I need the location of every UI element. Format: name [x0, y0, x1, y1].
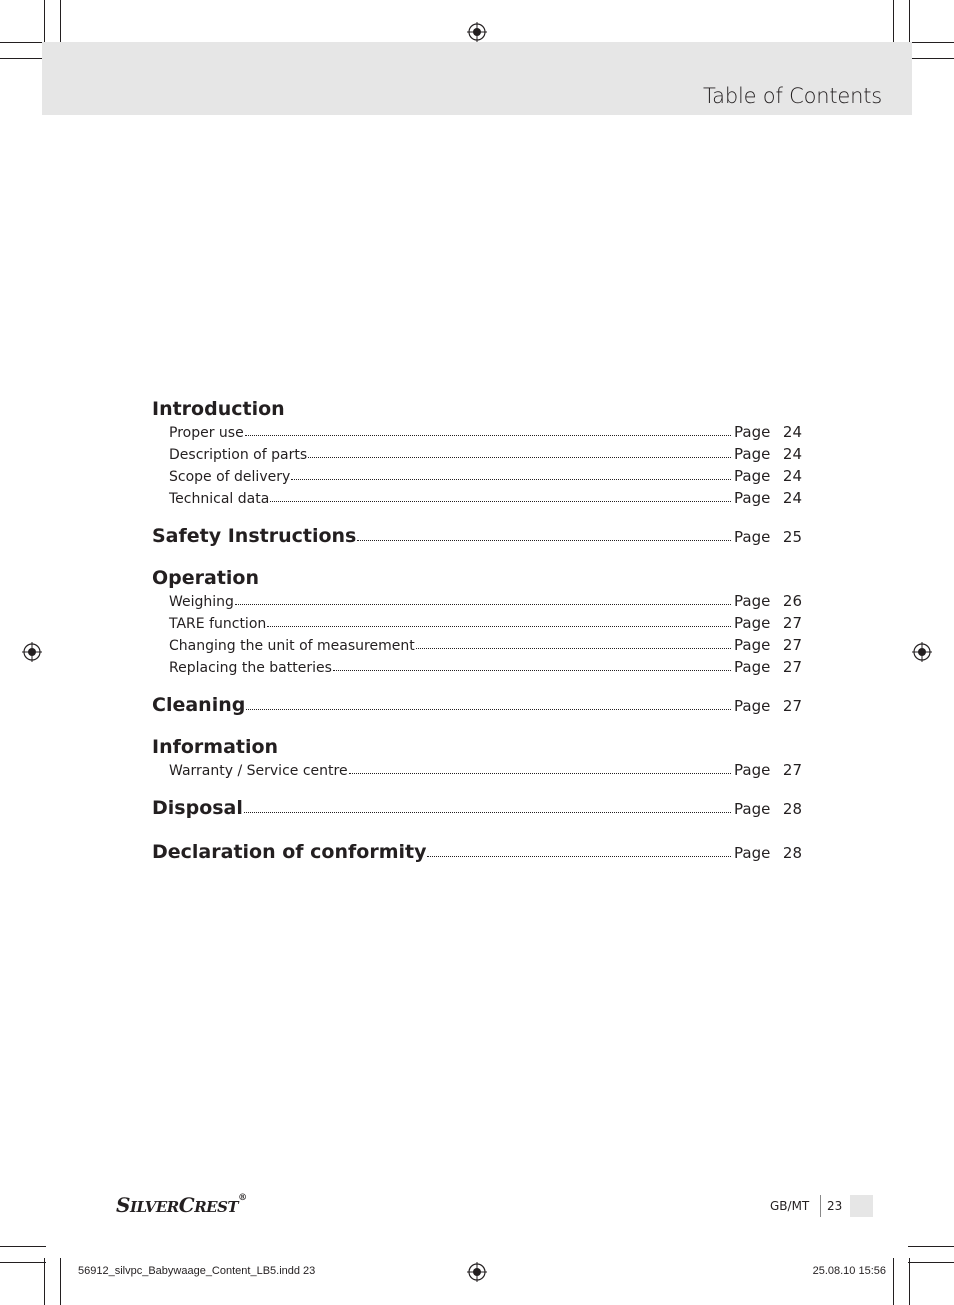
toc-entry[interactable]: [152, 489, 802, 511]
dot-leader: [235, 592, 731, 606]
dot-leader: [270, 489, 731, 503]
toc-entry[interactable]: [152, 423, 802, 445]
slug-filename: 56912_silvpc_Babywaage_Content_LB5.indd 23: [78, 1265, 316, 1277]
page-number-footer: 23: [827, 1199, 843, 1213]
toc-entry[interactable]: [152, 761, 802, 783]
page-number: 26: [782, 592, 802, 610]
crop-mark: [908, 1246, 954, 1247]
logo-letters: ILVER: [129, 1198, 179, 1216]
toc-entry-disposal[interactable]: [152, 797, 802, 827]
toc-entry-label: Changing the unit of measurement: [169, 638, 415, 654]
crop-mark: [0, 42, 46, 43]
page-number: 27: [782, 697, 802, 715]
registration-mark-icon: [467, 1262, 487, 1282]
registration-mark-icon: [467, 22, 487, 42]
page-word: Page: [734, 614, 771, 632]
crop-mark: [908, 58, 954, 59]
toc-heading-operation: Operation: [152, 567, 260, 589]
dot-leader: [291, 467, 731, 481]
dot-leader: [357, 528, 731, 542]
page-title: Table of Contents: [703, 84, 882, 108]
toc-entry[interactable]: [152, 467, 802, 489]
page-number: 25: [782, 528, 802, 546]
toc-entry[interactable]: [152, 614, 802, 636]
page-number: 27: [782, 614, 802, 632]
toc-entry[interactable]: [152, 658, 802, 680]
toc-heading-information: Information: [152, 736, 279, 758]
toc-entry-label: Weighing: [169, 594, 234, 610]
toc-entry[interactable]: [152, 592, 802, 614]
toc-entry-label: Proper use: [169, 425, 244, 441]
page-word: Page: [734, 528, 771, 546]
page-word: Page: [734, 467, 771, 485]
page-word: Page: [734, 697, 771, 715]
page-word: Page: [734, 800, 771, 818]
toc-heading-introduction: Introduction: [152, 398, 285, 420]
page-number: 27: [782, 636, 802, 654]
crop-mark: [0, 1262, 46, 1263]
toc-entry-label: Technical data: [169, 491, 270, 507]
page-number: 28: [782, 844, 802, 862]
crop-mark: [60, 1258, 61, 1305]
toc-entry-label: Description of parts: [169, 447, 308, 463]
toc-entry-safety[interactable]: [152, 525, 802, 555]
toc-entry[interactable]: [152, 445, 802, 467]
toc-entry-cleaning[interactable]: [152, 694, 802, 724]
crop-mark: [60, 0, 61, 46]
toc-entry-label: Cleaning: [152, 694, 246, 716]
registration-mark-icon: [912, 642, 932, 662]
page-number: 24: [782, 423, 802, 441]
page-word: Page: [734, 592, 771, 610]
crop-mark: [44, 1258, 45, 1305]
toc-entry[interactable]: [152, 636, 802, 658]
crop-mark: [909, 0, 910, 46]
dot-leader: [245, 423, 731, 437]
dot-leader: [246, 697, 731, 711]
logo-letter: C: [178, 1193, 195, 1217]
footer-divider: [820, 1195, 821, 1217]
page-word: Page: [734, 636, 771, 654]
toc-entry-declaration[interactable]: [152, 841, 802, 871]
silvercrest-logo: [116, 1193, 247, 1217]
dot-leader: [427, 844, 731, 858]
logo-letters: REST: [194, 1198, 239, 1216]
crop-mark: [893, 0, 894, 46]
crop-mark: [0, 1246, 46, 1247]
registration-mark-icon: [22, 642, 42, 662]
toc-entry-label: Replacing the batteries: [169, 660, 332, 676]
footer-tab: [850, 1195, 873, 1217]
registered-mark: ®: [238, 1193, 247, 1203]
page-word: Page: [734, 658, 771, 676]
dot-leader: [416, 636, 731, 650]
page-number: 24: [782, 467, 802, 485]
page-number: 27: [782, 658, 802, 676]
toc-entry-label: Warranty / Service centre: [169, 763, 348, 779]
page-word: Page: [734, 761, 771, 779]
page-number: 24: [782, 445, 802, 463]
crop-mark: [909, 1258, 910, 1305]
toc-entry-label: Declaration of conformity: [152, 841, 427, 863]
crop-mark: [44, 0, 45, 46]
table-of-contents: [152, 396, 802, 871]
crop-mark: [893, 1258, 894, 1305]
page-word: Page: [734, 489, 771, 507]
dot-leader: [308, 445, 731, 459]
crop-mark: [908, 42, 954, 43]
crop-mark: [0, 58, 46, 59]
dot-leader: [267, 614, 731, 628]
crop-mark: [908, 1262, 954, 1263]
language-code: GB/MT: [770, 1199, 810, 1213]
toc-entry-label: Safety Instructions: [152, 525, 357, 547]
dot-leader: [244, 800, 731, 814]
logo-letter: S: [116, 1193, 130, 1217]
page-number: 28: [782, 800, 802, 818]
slug-datetime: 25.08.10 15:56: [812, 1265, 886, 1277]
page-number: 27: [782, 761, 802, 779]
dot-leader: [333, 658, 731, 672]
page-number: 24: [782, 489, 802, 507]
page-word: Page: [734, 445, 771, 463]
page-word: Page: [734, 844, 771, 862]
toc-entry-label: Disposal: [152, 797, 243, 819]
toc-entry-label: TARE function: [169, 616, 267, 632]
page-word: Page: [734, 423, 771, 441]
toc-entry-label: Scope of delivery: [169, 469, 291, 485]
dot-leader: [349, 761, 731, 775]
